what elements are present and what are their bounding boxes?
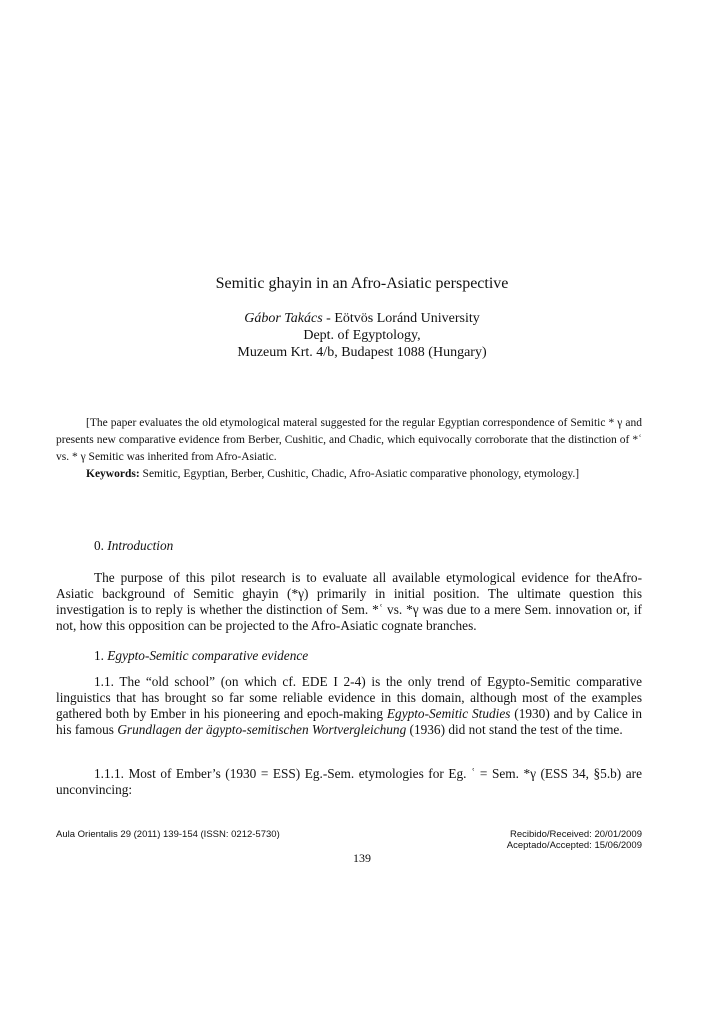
keywords-line xyxy=(56,466,642,483)
paragraph-1-1-text xyxy=(56,674,642,738)
paragraph-1-1 xyxy=(56,674,642,738)
author-address: Muzeum Krt. 4/b, Budapest 1088 (Hungary) xyxy=(237,345,487,360)
intro-heading xyxy=(94,538,173,554)
intro-title: Introduction xyxy=(107,538,174,553)
p11-book-calice: Grundlagen der ägypto-semitischen Wortvergleichung xyxy=(117,722,407,737)
section1-title: Egypto-Semitic comparative evidence xyxy=(107,648,309,663)
section1-number: 1. xyxy=(94,648,108,663)
abstract-text: [The paper evaluates the old etymological materal suggested for the regular Egyptian correspondence of Semitic * γ and presents new comparative evidence from Berber, Cushitic, and Chadic, which equivocally corroborate that the distinction of *ʿ vs. * γ Semitic was inherited from Afro-Asiatic. xyxy=(56,417,642,463)
keywords-label: Keywords: xyxy=(86,468,140,480)
author-affiliation: - Eötvös Loránd University xyxy=(322,311,480,326)
paragraph-1-1-1 xyxy=(56,766,642,798)
footer-accepted: Aceptado/Accepted: 15/06/2009 xyxy=(506,840,642,851)
author-line xyxy=(0,310,724,327)
paper-title: Semitic ghayin in an Afro-Asiatic perspective xyxy=(215,275,509,292)
footer-journal: Aula Orientalis 29 (2011) 139-154 (ISSN: 0212-5730) xyxy=(56,829,280,840)
author-block xyxy=(0,310,724,361)
p11-part-a: 1.1. The “old school” (on which cf. EDE I 2-4) is the only trend of Egypto-Semitic comparative linguistics that has brought so far some reliable evidence in this domain, although most of the examples gathered both by Ember in his pioneering and epoch-making xyxy=(56,674,642,721)
keywords-text: Semitic, Egyptian, Berber, Cushitic, Chadic, Afro-Asiatic comparative phonology, etymology.] xyxy=(139,468,580,480)
author-dept: Dept. of Egyptology, xyxy=(303,328,421,343)
section1-heading xyxy=(94,648,308,664)
abstract xyxy=(56,415,642,483)
p11-part-b: (1930) and by Calice in his famous xyxy=(56,706,643,737)
intro-paragraph-text: The purpose of this pilot research is to evaluate all available etymological evidence for theAfro-Asiatic background of Semitic ghayin (*γ) primarily in initial position. The ultimate question this investigation is to reply is whether the distinction of Sem. *ʿ vs. *γ was due to a mere Sem. innovation or, if not, how this opposition can be projected to the Afro-Asiatic cognate branches. xyxy=(56,570,642,633)
author-name: Gábor Takács xyxy=(244,311,323,326)
intro-paragraph xyxy=(56,570,642,634)
intro-number: 0. xyxy=(94,538,108,553)
footer-dates xyxy=(507,829,642,851)
p11-part-c: (1936) did not stand the test of the time. xyxy=(406,722,623,737)
p11-book-ember: Egypto-Semitic Studies xyxy=(386,706,511,721)
footer-received: Recibido/Received: 20/01/2009 xyxy=(509,829,642,840)
page-number: 139 xyxy=(353,851,371,865)
paragraph-1-1-1-text: 1.1.1. Most of Ember’s (1930 = ESS) Eg.-Sem. etymologies for Eg. ʿ = Sem. *γ (ESS 34, §5.b) are unconvincing: xyxy=(56,766,642,797)
